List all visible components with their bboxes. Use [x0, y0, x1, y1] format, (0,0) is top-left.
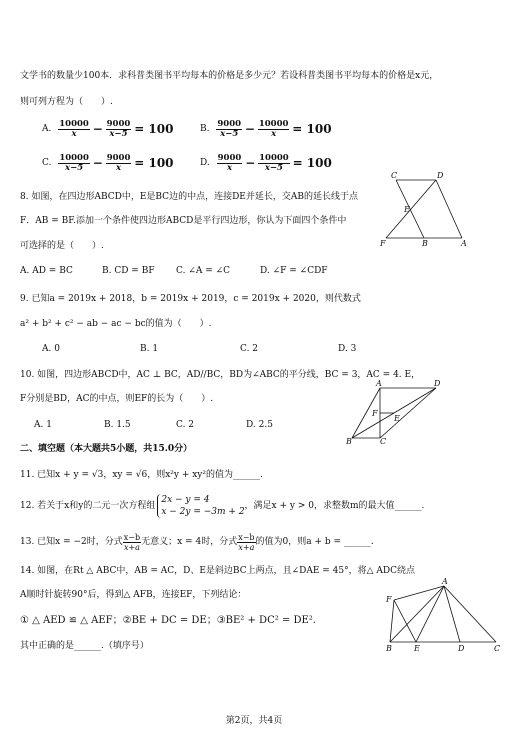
system-eq1: 2x − y = 4 [161, 495, 210, 505]
fraction [217, 154, 243, 173]
q10-option-d: D. 2.5 [246, 420, 273, 430]
q7-option-a: A. $\frac{10000}{x}$ − $\frac{9000}{x-5}$ = 100 [42, 119, 174, 139]
q13-part1: 13. 已知x = −2时，分式 [20, 537, 123, 547]
fraction [258, 120, 290, 139]
denominator: x−5 [264, 163, 283, 173]
numerator: 10000 [59, 153, 89, 163]
q12-line [20, 494, 424, 518]
q10-option-a: A. 1 [34, 420, 52, 430]
q9-option-d: D. 3 [338, 344, 357, 354]
numerator: 9000 [106, 119, 131, 129]
vertex-label: B [346, 437, 352, 446]
q14-triangle-figure [380, 578, 502, 654]
q10-line1: 10. 如图，四边形ABCD中，AC ⊥ BC，AD//BC，BD为∠ABC的平分线，BC = 3，AC = 4. E， [20, 370, 421, 380]
numerator: 9000 [106, 153, 131, 163]
denominator: x−5 [220, 129, 239, 139]
option-label: C. [42, 158, 52, 168]
vertex-label: E [394, 414, 400, 423]
fraction [106, 120, 132, 139]
q14-line4: 其中正确的是______.（填序号） [20, 641, 149, 651]
numerator: 10000 [258, 119, 289, 129]
q14-line1: 14. 如图，在Rt △ ABC中，AB = AC，D、E是斜边BC上两点，且∠DAE = 45°，将△ ADC绕点 [20, 566, 416, 576]
numerator: x−b [238, 533, 255, 542]
q13-part3: 的值为0，则a + b = ______. [255, 537, 374, 547]
q10-line2: F分别是BD，AC的中点，则EF的长为（ ）. [20, 394, 214, 404]
fraction [258, 154, 290, 173]
vertex-label: F [380, 239, 386, 248]
rhs: = 100 [134, 156, 174, 170]
denominator: x [271, 129, 277, 139]
denominator: x [71, 129, 77, 139]
numerator: x−b [123, 533, 141, 542]
q8-option-b: B. CD = BF [102, 266, 155, 276]
q8-line2: F．AB = BF.添加一个条件使四边形ABCD是平行四边形，你认为下面四个条件中 [20, 216, 347, 226]
denominator: x [226, 163, 233, 173]
q8-option-d: D. ∠F = ∠CDF [260, 266, 328, 276]
q7-line2: 则可列方程为（ ）. [20, 97, 113, 107]
q13-line [20, 533, 374, 552]
vertex-label: C [380, 437, 387, 446]
vertex-label: C [494, 644, 501, 653]
equation-system [157, 494, 244, 518]
system-eq2: x − 2y = −3m + 2 [161, 507, 245, 517]
q11-line: 11. 已知x + y = √3，xy = √6，则x²y + xy²的值为______. [20, 470, 263, 480]
rhs: = 100 [134, 122, 174, 136]
q10-option-c: C. 2 [176, 420, 195, 430]
vertex-label: B [422, 239, 428, 248]
section-heading: 二、填空题（本大题共5小题，共15.0分） [20, 444, 193, 454]
vertex-label: E [414, 644, 420, 653]
rhs: = 100 [292, 122, 332, 136]
q9-option-c: C. 2 [240, 344, 259, 354]
q9-option-b: B. 1 [140, 344, 159, 354]
option-label: B. [200, 124, 210, 134]
vertex-label: E [404, 205, 410, 214]
q7-option-d: D. $\frac{9000}{x}$ − $\frac{10000}{x-5}$ = 100 [200, 153, 332, 173]
q12-pre: 12. 若关于x和y的二元一次方程组 [20, 501, 156, 511]
q8-line1: 8. 如图，在四边形ABCD中，E是BC边的中点，连接DE并延长，交AB的延长线于点 [20, 192, 358, 202]
option-label: D. [200, 158, 210, 168]
fraction [58, 120, 90, 139]
q8-line3: 可选择的是（ ）. [20, 241, 104, 251]
numerator: 9000 [217, 153, 242, 163]
q8-option-a: A. AD = BC [20, 266, 73, 276]
q8-parallelogram-figure [378, 168, 478, 250]
q12-post: ，满足x + y > 0，求整数m的最大值______. [244, 501, 425, 511]
q14-line2: A顺时针旋转90°后，得到△ AFB，连接EF，下列结论： [20, 590, 247, 600]
vertex-label: A [461, 239, 467, 248]
option-label: A. [42, 124, 52, 134]
q14-line3: ① △ AED ≌ △ AEF；②BE + DC = DE；③BE² + DC² = DE². [20, 615, 316, 626]
denominator: x−5 [65, 163, 84, 173]
vertex-label: B [386, 644, 392, 653]
denominator: x+a [123, 543, 140, 552]
numerator: 10000 [59, 119, 89, 129]
vertex-label: D [437, 171, 444, 180]
q7-option-b: B. $\frac{9000}{x-5}$ − $\frac{10000}{x}$ = 100 [200, 119, 332, 139]
q7-option-c: C. $\frac{10000}{x-5}$ − $\frac{9000}{x}$ = 100 [42, 153, 174, 173]
q7-line1: 文学书的数量少100本．求科普类图书平均每本的价格是多少元？若设科普类图书平均每本的价格是x元， [20, 71, 439, 81]
vertex-label: A [442, 578, 448, 586]
vertex-label: D [458, 644, 465, 653]
q10-option-b: B. 1.5 [104, 420, 131, 430]
vertex-label: F [372, 409, 378, 418]
q9-line2: a² + b² + c² − ab − ac − bc的值为（ ）. [20, 319, 212, 329]
fraction [58, 154, 90, 173]
numerator: 9000 [217, 119, 242, 129]
fraction [106, 154, 132, 173]
q13-part2: 无意义；x = 4时，分式 [141, 537, 238, 547]
q10-quadrilateral-figure [344, 380, 450, 446]
vertex-label: C [391, 171, 398, 180]
q8-option-c: C. ∠A = ∠C [176, 266, 231, 276]
denominator: x [116, 163, 122, 173]
vertex-label: F [386, 595, 392, 604]
fraction [237, 533, 255, 552]
denominator: x+a [238, 543, 255, 552]
denominator: x−5 [109, 129, 128, 139]
fraction [216, 120, 242, 139]
fraction [123, 533, 141, 552]
numerator: 10000 [259, 153, 289, 163]
vertex-label: D [434, 380, 441, 388]
q9-line1: 9. 已知a = 2019x + 2018，b = 2019x + 2019，c = 2019x + 2020，则代数式 [20, 294, 361, 304]
q9-option-a: A. 0 [42, 344, 60, 354]
page-footer: 第2页，共4页 [225, 716, 283, 726]
vertex-label: A [376, 380, 382, 388]
rhs: = 100 [292, 156, 332, 170]
